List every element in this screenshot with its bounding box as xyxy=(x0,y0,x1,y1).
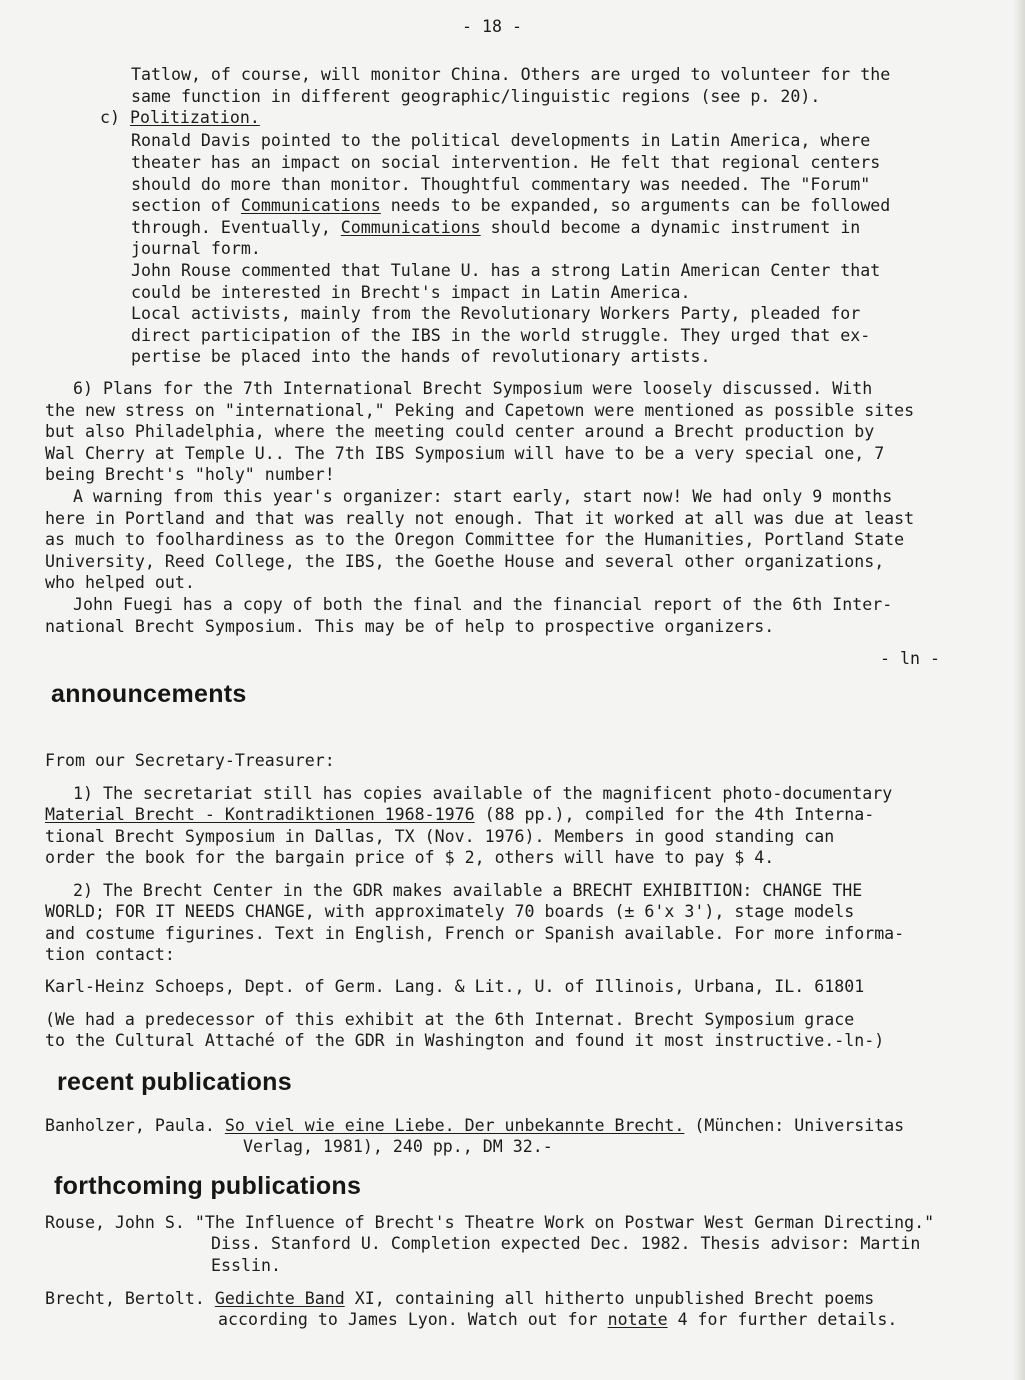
text-line: should do more than monitor. Thoughtful commentary was needed. The "Forum" xyxy=(131,175,871,194)
journal-title: Communications xyxy=(340,218,481,237)
journal-title: notate xyxy=(607,1310,668,1329)
text-line: same function in different geographic/linguistic regions (see p. 20). xyxy=(131,87,821,106)
book-title: Material Brecht - Kontradiktionen 1968-1976 xyxy=(45,805,475,824)
text-line: could be interested in Brecht's impact in Latin America. xyxy=(131,283,691,302)
section-title-politization: Politization. xyxy=(129,108,260,127)
text-line: who helped out. xyxy=(45,573,195,592)
text-run: needs to be expanded, so arguments can be followed xyxy=(380,196,891,215)
text-run: XI, containing all hitherto unpublished Brecht poems xyxy=(344,1289,875,1308)
text-line: order the book for the bargain price of $ 2, others will have to pay $ 4. xyxy=(45,848,775,867)
contact-address: Karl-Heinz Schoeps, Dept. of Germ. Lang. & Lit., U. of Illinois, Urbana, IL. 61801 xyxy=(45,977,865,996)
citation-line: Verlag, 1981), 240 pp., DM 32.- xyxy=(243,1137,553,1156)
citation-line: Diss. Stanford U. Completion expected Dec. 1982. Thesis advisor: Martin xyxy=(211,1234,921,1253)
text-line: to the Cultural Attaché of the GDR in Washington and found it most instructive.-ln-) xyxy=(45,1031,885,1050)
text-line: 2) The Brecht Center in the GDR makes available a BRECHT EXHIBITION: CHANGE THE xyxy=(73,881,863,900)
text-line: John Rouse commented that Tulane U. has a strong Latin American Center that xyxy=(131,261,881,280)
text-line: theater has an impact on social intervention. He felt that regional centers xyxy=(131,153,881,172)
text-run: section of xyxy=(131,196,241,215)
citation-author: Brecht, Bertolt. xyxy=(45,1289,215,1308)
text-line: (We had a predecessor of this exhibit at the 6th Internat. Brecht Symposium grace xyxy=(45,1010,855,1029)
text-line: Tatlow, of course, will monitor China. Others are urged to volunteer for the xyxy=(131,65,891,84)
text-line: and costume figurines. Text in English, French or Spanish available. For more informa- xyxy=(45,924,905,943)
page-edge-shadow xyxy=(1013,0,1025,1380)
heading-recent-publications: recent publications xyxy=(57,1068,292,1096)
text-line: the new stress on "international," Peking and Capetown were mentioned as possible sites xyxy=(45,401,915,420)
text-line: journal form. xyxy=(131,239,261,258)
citation: Rouse, John S. "The Influence of Brecht's Theatre Work on Postwar West German Directing." xyxy=(45,1213,935,1232)
text-line: Ronald Davis pointed to the political developments in Latin America, where xyxy=(131,131,871,150)
text-run: according to James Lyon. Watch out for xyxy=(218,1310,608,1329)
page-number: - 18 - xyxy=(462,17,522,36)
text-line: WORLD; FOR IT NEEDS CHANGE, with approximately 70 boards (± 6'x 3'), stage models xyxy=(45,902,855,921)
text-run: 4 for further details. xyxy=(667,1310,898,1329)
text-run: should become a dynamic instrument in xyxy=(480,218,861,237)
heading-forthcoming-publications: forthcoming publications xyxy=(54,1172,362,1200)
text-run: (München: Universitas xyxy=(684,1116,905,1135)
text-line: tion contact: xyxy=(45,945,175,964)
text-line xyxy=(131,195,890,216)
text-line: A warning from this year's organizer: start early, start now! We had only 9 months xyxy=(73,487,893,506)
citation-line: Esslin. xyxy=(211,1256,281,1275)
section-heading-c xyxy=(100,107,260,128)
text-line: 1) The secretariat still has copies available of the magnificent photo-documentary xyxy=(73,784,893,803)
text-line: tional Brecht Symposium in Dallas, TX (Nov. 1976). Members in good standing can xyxy=(45,827,835,846)
citation-author: Banholzer, Paula. xyxy=(45,1116,225,1135)
text-line: Local activists, mainly from the Revolutionary Workers Party, pleaded for xyxy=(131,304,861,323)
list-marker: c) xyxy=(100,108,130,127)
journal-title: Communications xyxy=(240,196,381,215)
text-line: but also Philadelphia, where the meeting could center around a Brecht production by xyxy=(45,422,875,441)
text-line xyxy=(131,217,860,238)
text-line: University, Reed College, the IBS, the Goethe House and several other organizations, xyxy=(45,552,885,571)
text-line: here in Portland and that was really not enough. That it worked at all was due at least xyxy=(45,509,915,528)
text-line: Wal Cherry at Temple U.. The 7th IBS Symposium will have to be a very special one, 7 xyxy=(45,444,885,463)
heading-announcements: announcements xyxy=(51,680,247,708)
text-line: pertise be placed into the hands of revolutionary artists. xyxy=(131,347,711,366)
text-line: being Brecht's "holy" number! xyxy=(45,465,335,484)
citation xyxy=(45,1288,874,1309)
text-line: national Brecht Symposium. This may be of help to prospective organizers. xyxy=(45,617,775,636)
citation-title: Gedichte Band xyxy=(214,1289,345,1308)
text-run: through. Eventually, xyxy=(131,218,341,237)
text-line: as much to foolhardiness as to the Oregon Committee for the Humanities, Portland State xyxy=(45,530,905,549)
citation-title: So viel wie eine Liebe. Der unbekannte Brecht. xyxy=(224,1116,685,1135)
text-line: From our Secretary-Treasurer: xyxy=(45,751,335,770)
text-run: (88 pp.), compiled for the 4th Interna- xyxy=(474,805,875,824)
citation xyxy=(45,1115,904,1136)
text-line: 6) Plans for the 7th International Brecht Symposium were loosely discussed. With xyxy=(73,379,873,398)
citation-line xyxy=(218,1309,897,1330)
text-line: John Fuegi has a copy of both the final and the financial report of the 6th Inter- xyxy=(73,595,893,614)
text-line xyxy=(45,804,874,825)
text-line: direct participation of the IBS in the world struggle. They urged that ex- xyxy=(131,326,871,345)
author-initials: - ln - xyxy=(880,649,940,668)
